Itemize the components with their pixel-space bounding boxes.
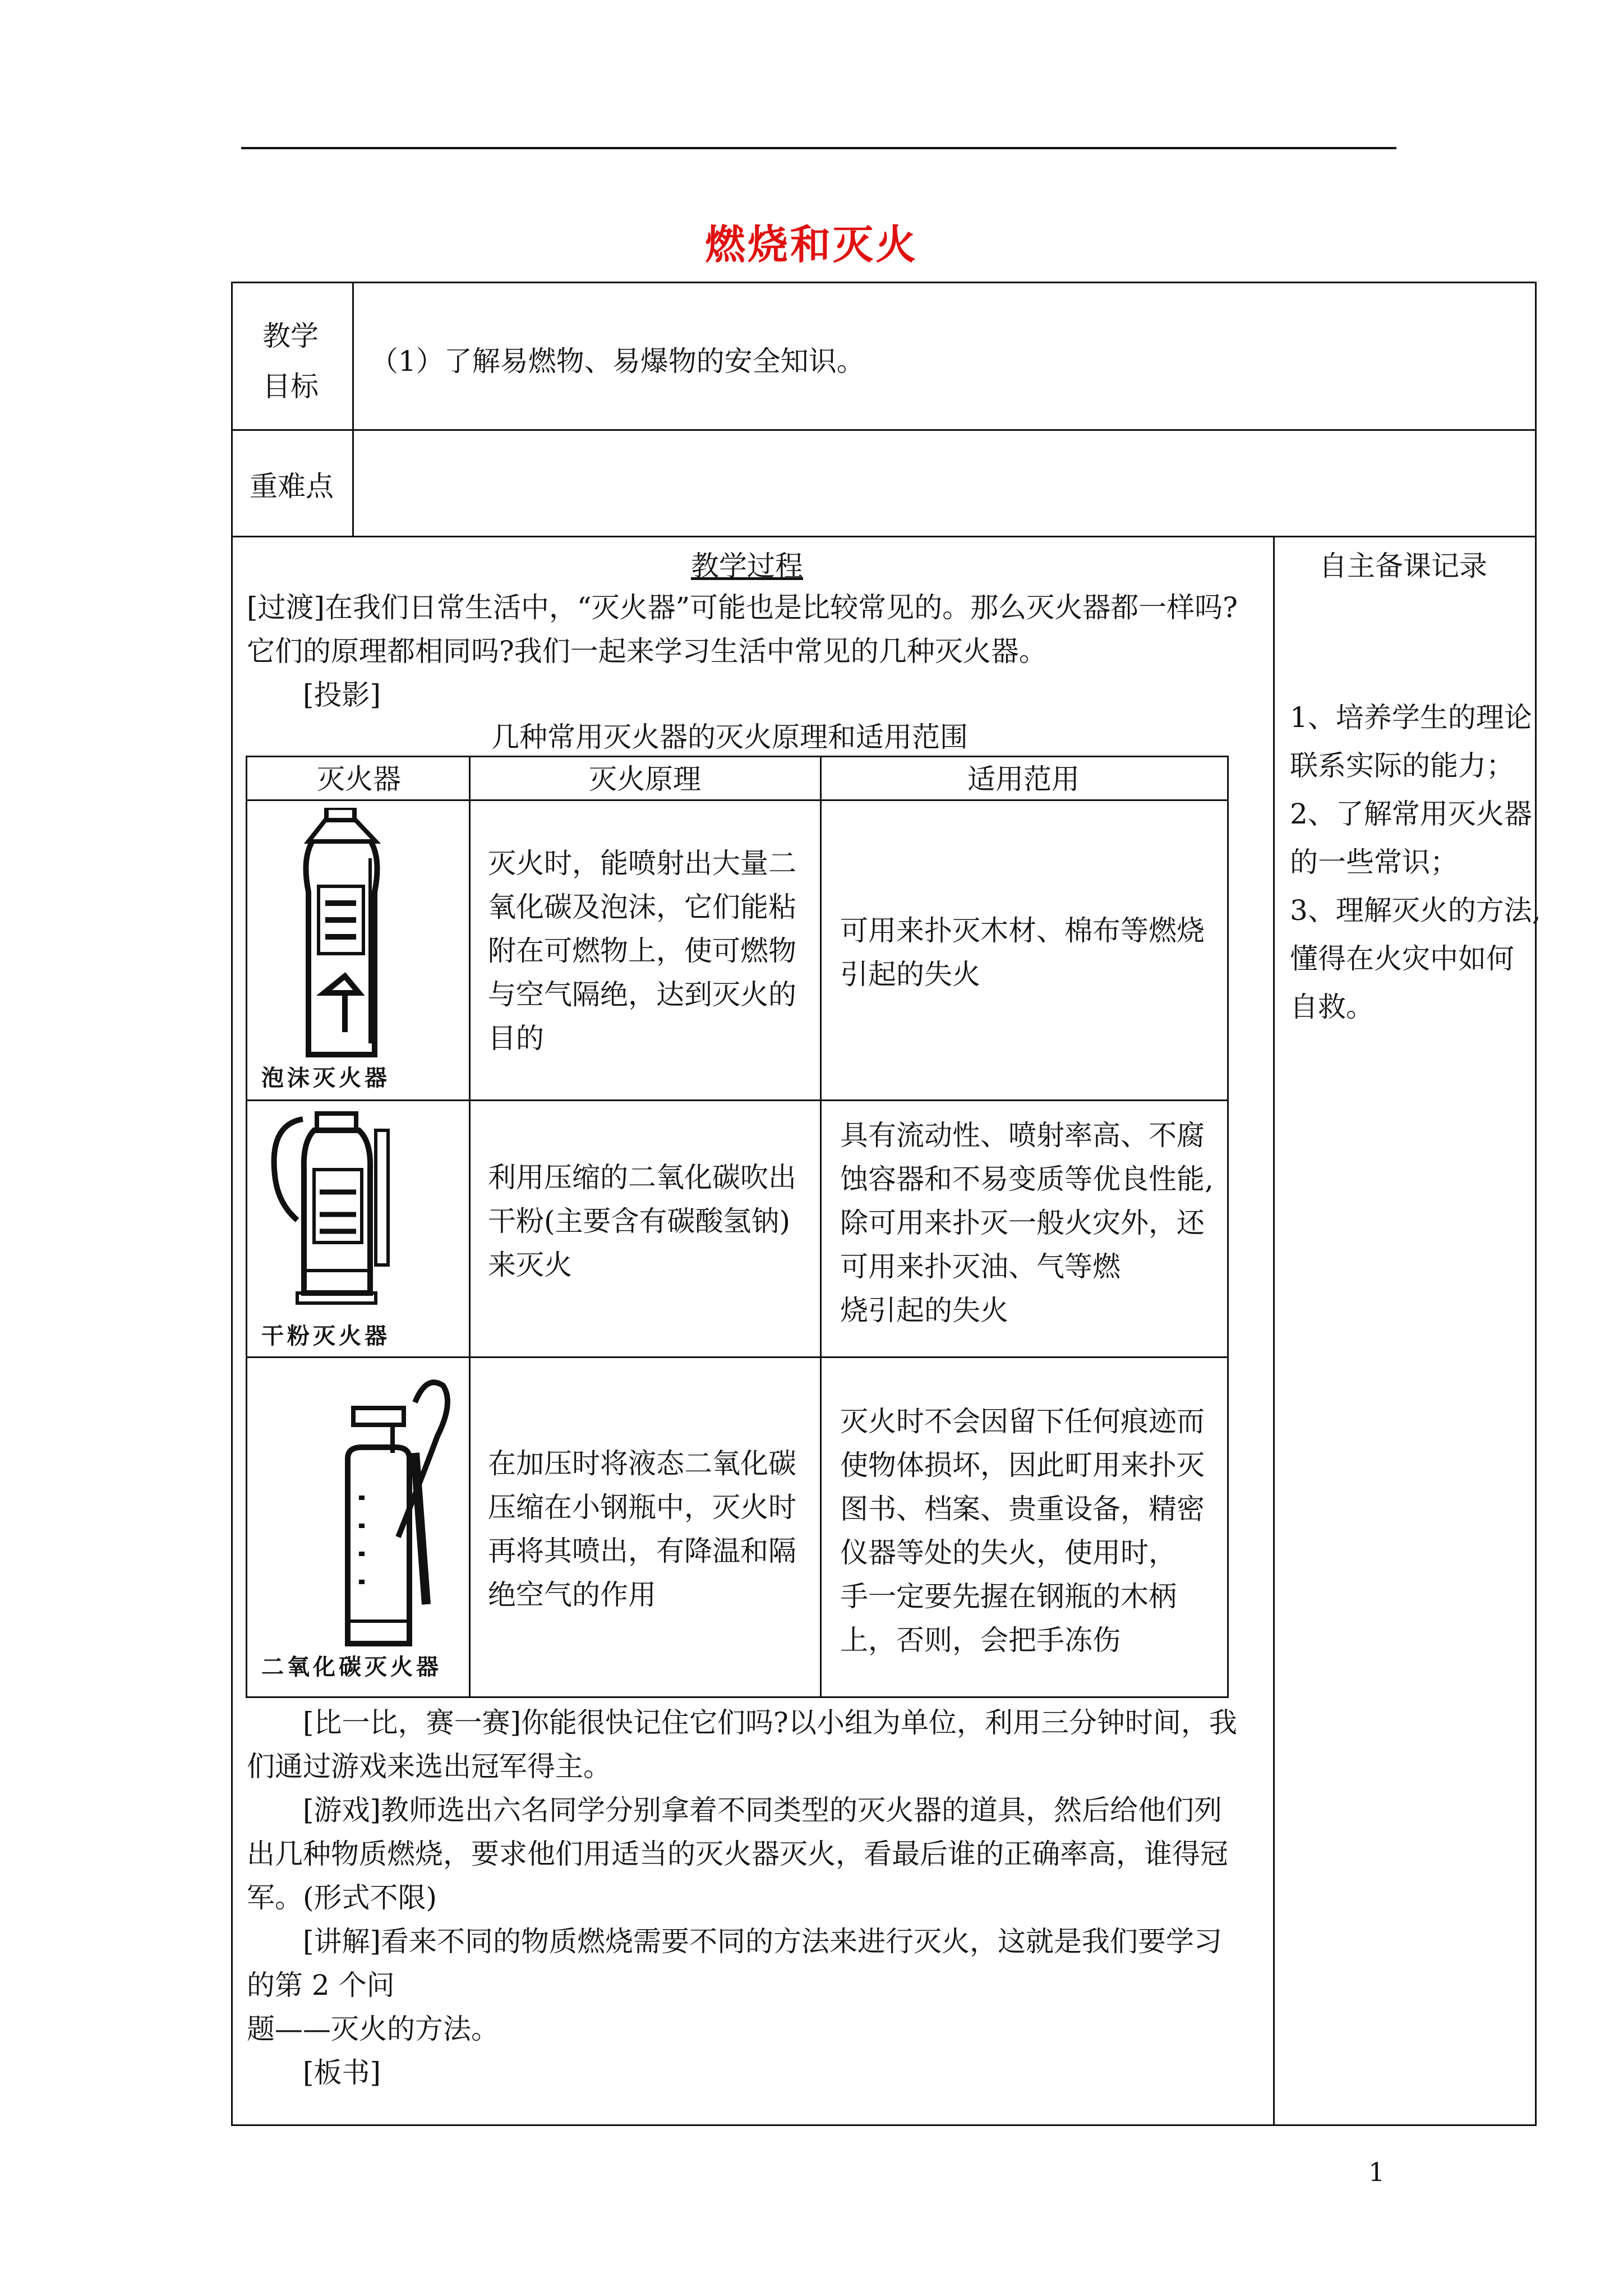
co2-extinguisher-icon <box>331 1369 465 1655</box>
table-border-bottom <box>231 2124 1537 2126</box>
page-number: 1 <box>1368 2157 1385 2187</box>
co2-scope: 灭火时不会因留下任何痕迹而 使物体损坏，因此町用来扑灭 图书、档案、贵重设备，精密 仪器等处的失火，使用时， 手一定要先握在钢瓶的木柄 上，否则，会把手冻伤 <box>840 1405 1205 1657</box>
table-border-right <box>1535 282 1537 2126</box>
inner-row-divider-1 <box>246 1099 1229 1101</box>
inner-row-divider-2 <box>246 1356 1229 1358</box>
dry-powder-extinguisher-caption: 干粉灭火器 <box>261 1323 390 1349</box>
foam-scope: 可用来扑灭木材、棉布等燃烧 引起的失火 <box>840 914 1205 991</box>
paragraph-transition-line2: 它们的原理都相同吗?我们一起来学习生活中常见的几种灭火器。 <box>247 635 1047 668</box>
goal-label-line1: 教学 <box>262 320 319 352</box>
inner-header-extinguisher: 灭火器 <box>317 763 401 795</box>
notes-line: 懂得在火灾中如何 <box>1290 942 1514 975</box>
inner-header-scope: 适用范用 <box>967 763 1080 795</box>
inner-border-left <box>246 756 247 1698</box>
notes-line: 3、理解灭火的方法, <box>1290 894 1541 927</box>
inner-table-caption: 几种常用灭火器的灭火原理和适用范围 <box>491 721 968 753</box>
paragraph-board: [板书] <box>303 2056 381 2089</box>
goal-text: （1）了解易燃物、易爆物的安全知识。 <box>370 345 865 378</box>
header-rule <box>241 147 1396 149</box>
foam-extinguisher-caption: 泡沫灭火器 <box>261 1065 390 1091</box>
notes-line: 2、了解常用灭火器 <box>1290 798 1532 830</box>
label-column-divider <box>352 282 354 537</box>
table-border-top <box>231 282 1537 283</box>
paragraph-game-line1: [游戏]教师选出六名同学分别拿着不同类型的灭火器的道具，然后给他们列 <box>303 1794 1223 1826</box>
notes-list <box>1290 696 1541 1029</box>
process-heading: 教学过程 <box>691 550 803 582</box>
key-label: 重难点 <box>250 470 334 503</box>
paragraph-explain-line2: 的第 2 个问 <box>247 1969 395 2001</box>
foam-principle: 灭火时，能喷射出大量二 氧化碳及泡沫，它们能粘 附在可燃物上，使可燃物 与空气隔绝，达到灭火的 目的 <box>488 847 796 1055</box>
paragraph-transition-line1: [过渡]在我们日常生活中，“灭火器”可能也是比较常见的。那么灭火器都一样吗? <box>247 591 1238 624</box>
paragraph-explain-line3: 题——灭火的方法。 <box>247 2013 499 2045</box>
table-border-left <box>231 282 233 2126</box>
inner-border-bottom <box>246 1696 1229 1698</box>
page-title: 燃烧和灭火 <box>704 220 918 268</box>
co2-principle: 在加压时将液态二氧化碳 压缩在小钢瓶中，灭火时 再将其喷出，有降温和隔 绝空气的作用 <box>488 1447 796 1611</box>
inner-col-divider-1 <box>469 756 471 1698</box>
goal-label-line2: 目标 <box>262 370 319 403</box>
row-divider-1 <box>231 429 1537 431</box>
notes-line: 1、培养学生的理论 <box>1290 701 1532 734</box>
dry-powder-extinguisher-icon <box>264 1108 404 1310</box>
co2-extinguisher-caption: 二氧化碳灭火器 <box>261 1654 442 1680</box>
notes-column-divider <box>1273 536 1275 2125</box>
dry-powder-principle: 利用压缩的二氧化碳吹出 干粉(主要含有碳酸氢钠) 来灭火 <box>488 1161 796 1281</box>
inner-col-divider-2 <box>820 756 822 1698</box>
paragraph-compete-line1: [比一比，赛一赛]你能很快记住它们吗?以小组为单位，利用三分钟时间，我 <box>303 1706 1237 1739</box>
foam-extinguisher-icon <box>292 808 393 1060</box>
paragraph-explain-line1: [讲解]看来不同的物质燃烧需要不同的方法来进行灭火，这就是我们要学习 <box>303 1925 1223 1958</box>
paragraph-compete-line2: 们通过游戏来选出冠军得主。 <box>247 1750 611 1783</box>
notes-line: 的一些常识； <box>1290 846 1458 878</box>
dry-powder-scope: 具有流动性、喷射率高、不腐 蚀容器和不易变质等优良性能, 除可用来扑灭一般火灾外，还 可用来扑灭油、气等燃 烧引起的失火 <box>840 1119 1214 1327</box>
inner-border-right <box>1227 756 1229 1698</box>
inner-header-principle: 灭火原理 <box>589 763 701 795</box>
row-divider-2 <box>231 536 1537 537</box>
paragraph-projection: [投影] <box>303 679 381 711</box>
notes-line: 自救。 <box>1290 991 1374 1023</box>
paragraph-game-line3: 军。(形式不限) <box>247 1881 437 1914</box>
notes-line: 联系实际的能力； <box>1290 749 1514 782</box>
notes-heading: 自主备课记录 <box>1319 550 1487 582</box>
paragraph-game-line2: 出几种物质燃烧，要求他们用适当的灭火器灭火，看最后谁的正确率高，谁得冠 <box>247 1838 1228 1870</box>
